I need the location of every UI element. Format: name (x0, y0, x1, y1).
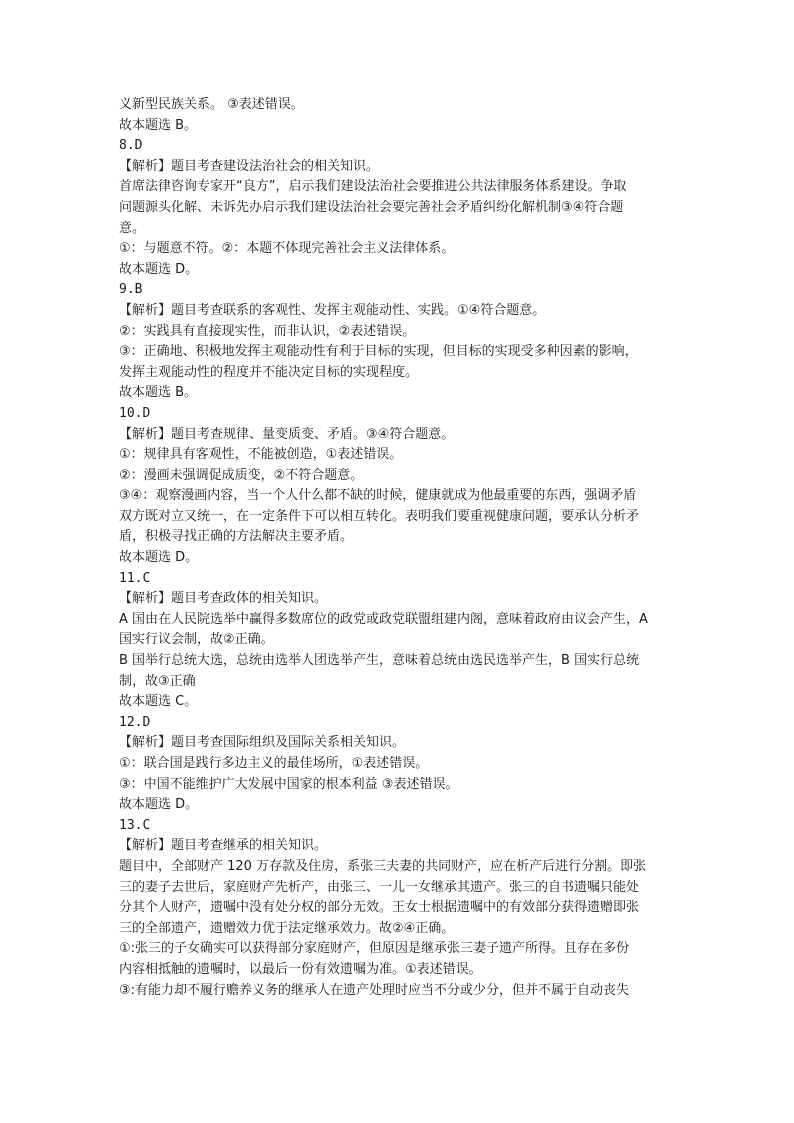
text-line: 故本题选 D。 (119, 797, 199, 813)
text-line: 三的妻子去世后，家庭财产先析产，由张三、一儿一女继承其遗产。张三的自书遗嘱只能处 (119, 879, 640, 895)
text-line: ③:有能力却不履行赡养义务的继承人在遗产处理时应当不分或少分，但并不属于自动丧失 (119, 982, 630, 998)
text-line: 问题源头化解、未诉先办启示我们建设法治社会要完善社会矛盾纠纷化解机制③④符合题 (119, 199, 624, 215)
text-line: ③：正确地、积极地发挥主观能动性有利于目标的实现，但目标的实现受多种因素的影响， (119, 344, 638, 360)
text-line: 故本题选 B。 (119, 117, 198, 133)
text-line: 制，故③正确 (119, 673, 196, 689)
question-number: 8.D (119, 138, 143, 154)
question-number: 10.D (119, 405, 151, 421)
text-line: 首席法律咨询专家开“良方”，启示我们建设法治社会要推进公共法律服务体系建设。争取 (119, 179, 627, 195)
text-line: 【解析】题目考查国际组织及国际关系相关知识。 (119, 735, 406, 751)
text-line: 题目中，全部财产 120 万存款及住房，系张三夫妻的共同财产，应在析产后进行分割。即张 (119, 858, 647, 874)
text-line: 双方既对立又统一，在一定条件下可以相互转化。表明我们要重视健康问题，要承认分析矛 (119, 508, 640, 524)
text-line: B 国举行总统大选，总统由选举人团选举产生，意味着总统由选民选举产生，B 国实行总统 (119, 653, 640, 669)
text-line: 分其个人财产，遗嘱中没有处分权的部分无效。王女士根据遗嘱中的有效部分获得遗赠即张 (119, 900, 640, 916)
text-line: 故本题选 D。 (119, 550, 199, 566)
text-line: 意。 (119, 220, 146, 236)
text-line: 【解析】题目考查规律、量变质变、矛盾。③④符合题意。 (119, 426, 455, 442)
question-number: 11.C (119, 570, 151, 586)
text-line: 三的全部遗产，遗赠效力优于法定继承效力。故②④正确。 (119, 920, 455, 936)
text-line: 盾，积极寻找正确的方法解决主要矛盾。 (119, 529, 354, 545)
question-number: 12.D (119, 714, 151, 730)
text-line: ①：联合国是践行多边主义的最佳场所，①表述错误。 (119, 756, 429, 771)
text-line: 义新型民族关系。 ③表述错误。 (119, 97, 304, 112)
text-line: 【解析】题目考查继承的相关知识。 (119, 838, 328, 854)
text-line: ①：与题意不符。②：本题不体现完善社会主义法律体系。 (119, 241, 455, 257)
text-line: 【解析】题目考查政体的相关知识。 (119, 591, 328, 607)
text-line: ①：规律具有客观性，不能被创造，①表述错误。 (119, 447, 403, 463)
text-line: 【解析】题目考查联系的客观性、发挥主观能动性、实践。①④符合题意。 (119, 302, 546, 318)
text-line: ②：实践具有直接现实性，而非认识，②表述错误。 (119, 323, 416, 339)
document-page (119, 95, 689, 1001)
text-line: ①:张三的子女确实可以获得部分家庭财产，但原因是继承张三妻子遗产所得。且存在多份 (119, 941, 630, 957)
text-line: A 国由在人民院选举中赢得多数席位的政党或政党联盟组建内阁，意味着政府由议会产生，A (119, 611, 648, 627)
text-line: 国实行议会制，故②正确。 (119, 632, 274, 648)
question-number: 9.B (119, 282, 143, 298)
text-line: ③④：观察漫画内容，当一个人什么都不缺的时候，健康就成为他最重要的东西，强调矛盾 (119, 488, 637, 504)
text-line: 发挥主观能动性的程度并不能决定目标的实现程度。 (119, 364, 419, 380)
text-line: 故本题选 C。 (119, 694, 198, 710)
text-line: 内容相抵触的遗嘱时，以最后一份有效遗嘱为准。①表述错误。 (119, 961, 482, 977)
text-line: 故本题选 D。 (119, 261, 199, 277)
text-line: 【解析】题目考查建设法治社会的相关知识。 (119, 158, 380, 174)
text-line: ②：漫画未强调促成质变，②不符合题意。 (119, 467, 364, 483)
text-line: 故本题选 B。 (119, 385, 198, 401)
question-number: 13.C (119, 817, 151, 833)
text-line: ③：中国不能维护广大发展中国家的根本利益 ③表述错误。 (119, 776, 459, 792)
